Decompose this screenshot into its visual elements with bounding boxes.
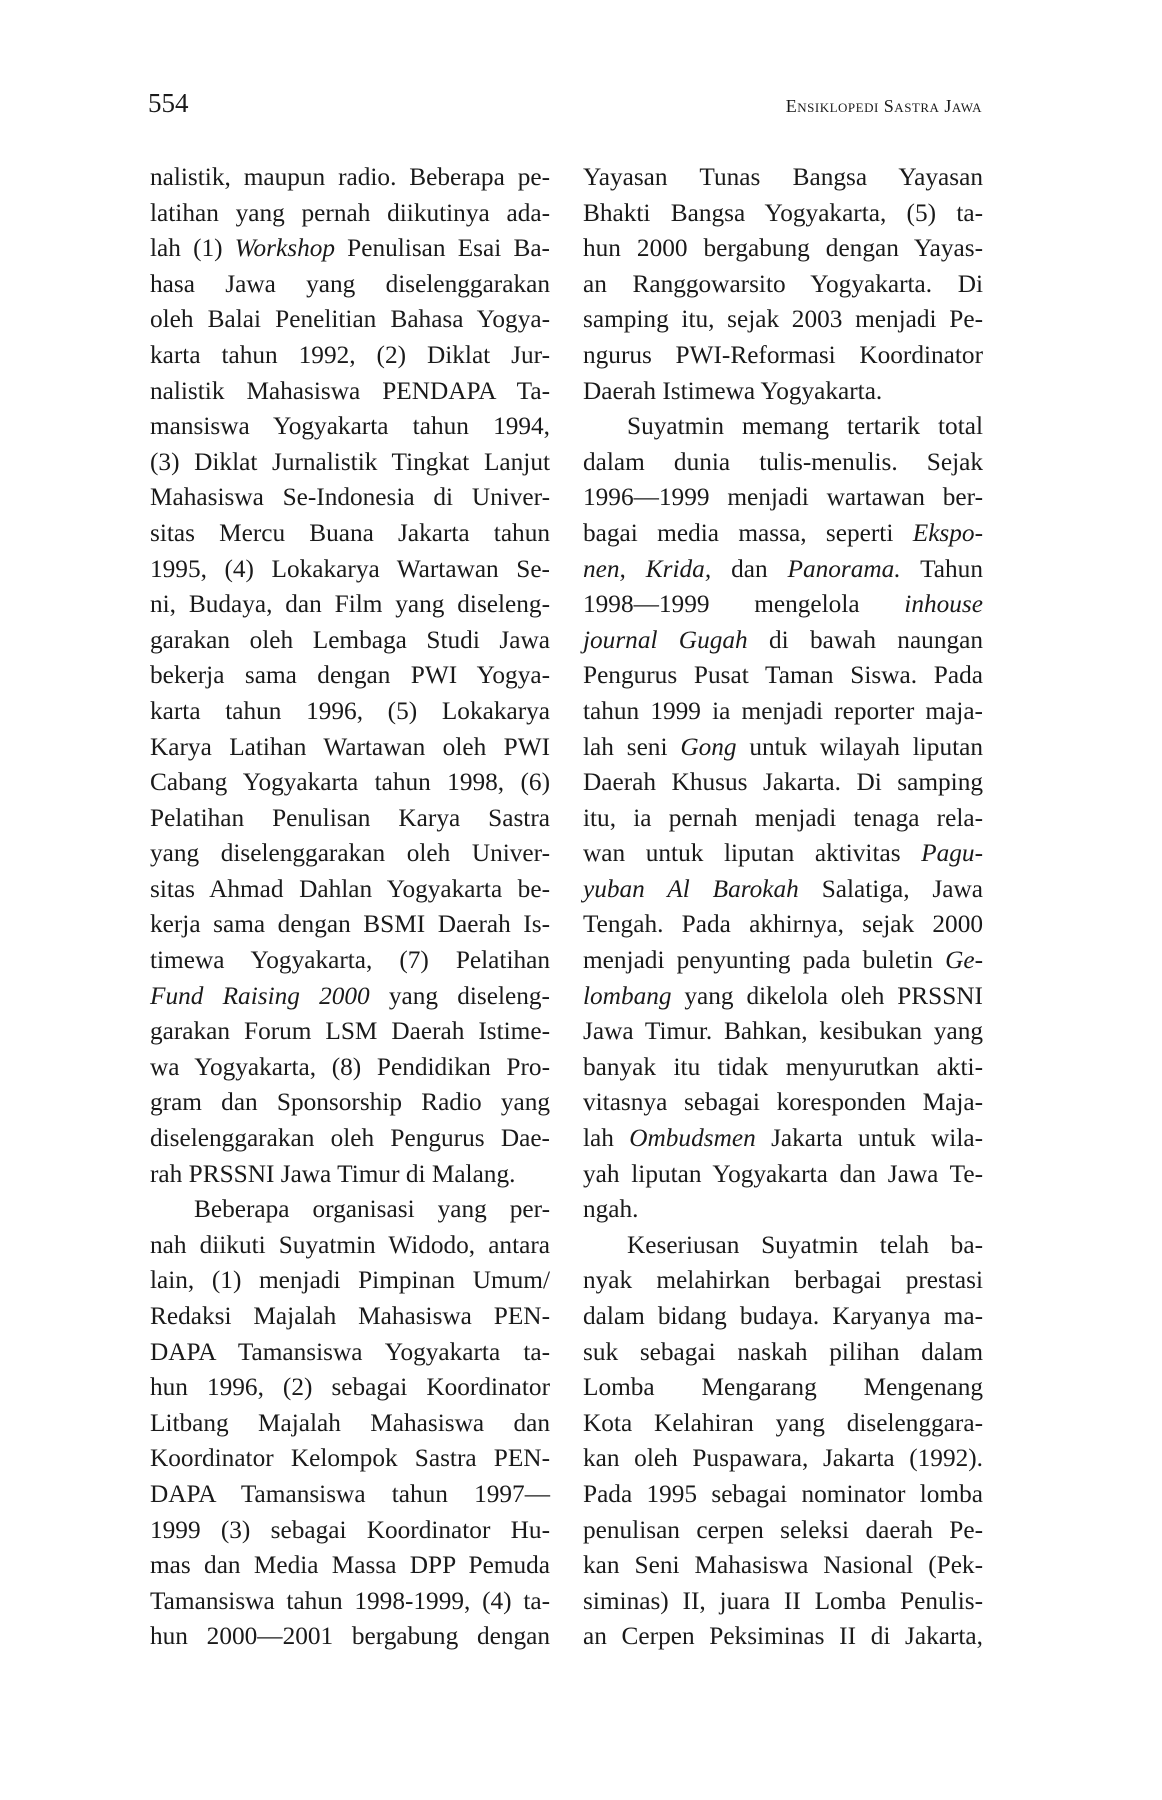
text-line bbox=[150, 409, 550, 445]
italic-text: journal Gugah bbox=[583, 625, 748, 654]
text-run: lain, (1) menjadi Pimpinan Umum/ bbox=[150, 1266, 550, 1295]
text-run: dalam dunia tulis-menulis. Sejak bbox=[583, 447, 983, 476]
italic-text: lombang bbox=[583, 981, 672, 1010]
text-run: bagai media massa, seperti bbox=[583, 518, 913, 547]
text-run: Pada 1995 sebagai nominator lomba bbox=[583, 1479, 983, 1508]
text-line bbox=[583, 1192, 983, 1228]
text-line bbox=[150, 658, 550, 694]
text-run: Suyatmin memang tertarik total bbox=[627, 412, 983, 441]
text-line bbox=[583, 1121, 983, 1157]
text-run: Tahun bbox=[900, 554, 983, 583]
text-line bbox=[583, 1263, 983, 1299]
text-line bbox=[583, 979, 983, 1015]
italic-text: Fund Raising 2000 bbox=[150, 981, 370, 1010]
text-line bbox=[150, 1014, 550, 1050]
text-line bbox=[150, 1619, 550, 1655]
text-line bbox=[150, 1406, 550, 1442]
text-line bbox=[583, 1406, 983, 1442]
text-run: Daerah Istimewa Yogyakarta. bbox=[583, 376, 883, 405]
text-run: Beberapa organisasi yang per- bbox=[194, 1195, 550, 1224]
text-run: suk sebagai naskah pilihan dalam bbox=[583, 1337, 983, 1366]
text-line bbox=[583, 694, 983, 730]
text-run: hun 2000 bergabung dengan Yayas- bbox=[583, 234, 983, 263]
text-line bbox=[583, 1584, 983, 1620]
text-line bbox=[583, 409, 983, 445]
text-run: vitasnya sebagai koresponden Maja- bbox=[583, 1088, 983, 1117]
text-line bbox=[150, 907, 550, 943]
italic-text: Panorama. bbox=[787, 554, 901, 583]
text-line bbox=[583, 730, 983, 766]
text-line bbox=[583, 196, 983, 232]
text-line bbox=[583, 374, 983, 410]
text-line bbox=[150, 730, 550, 766]
text-run: kan Seni Mahasiswa Nasional (Pek- bbox=[583, 1551, 983, 1580]
text-run: dan bbox=[711, 554, 788, 583]
text-line bbox=[150, 801, 550, 837]
text-line bbox=[150, 160, 550, 196]
text-run: Lomba Mengarang Mengenang bbox=[583, 1373, 983, 1402]
text-run: Jakarta untuk wila- bbox=[755, 1124, 983, 1153]
text-line bbox=[583, 1157, 983, 1193]
text-line bbox=[150, 267, 550, 303]
text-line bbox=[583, 872, 983, 908]
text-run: gram dan Sponsorship Radio yang bbox=[150, 1088, 550, 1117]
text-line bbox=[583, 1370, 983, 1406]
italic-text: Gong bbox=[680, 732, 737, 761]
text-line bbox=[583, 836, 983, 872]
italic-text: Workshop bbox=[234, 234, 336, 263]
text-line bbox=[150, 196, 550, 232]
text-line bbox=[150, 1157, 550, 1193]
text-run: karta tahun 1996, (5) Lokakarya bbox=[150, 696, 550, 725]
text-line bbox=[150, 694, 550, 730]
text-run: Mahasiswa Se-Indonesia di Univer- bbox=[150, 483, 550, 512]
text-line bbox=[583, 1014, 983, 1050]
text-run: Salatiga, Jawa bbox=[798, 874, 983, 903]
text-run: timewa Yogyakarta, (7) Pelatihan bbox=[150, 946, 550, 975]
text-line bbox=[583, 623, 983, 659]
text-run: Litbang Majalah Mahasiswa dan bbox=[150, 1408, 550, 1437]
text-line bbox=[583, 1619, 983, 1655]
text-line bbox=[150, 302, 550, 338]
text-run: garakan Forum LSM Daerah Istime- bbox=[150, 1017, 550, 1046]
text-run: menjadi penyunting pada buletin bbox=[583, 946, 946, 975]
text-line bbox=[150, 943, 550, 979]
text-line bbox=[583, 907, 983, 943]
text-line bbox=[583, 338, 983, 374]
text-run: Pelatihan Penulisan Karya Sastra bbox=[150, 803, 550, 832]
italic-text: yuban Al Barokah bbox=[583, 874, 799, 903]
text-run: oleh Balai Penelitian Bahasa Yogya- bbox=[150, 305, 550, 334]
italic-text: Ombudsmen bbox=[629, 1124, 756, 1153]
text-run: Cabang Yogyakarta tahun 1998, (6) bbox=[150, 768, 550, 797]
text-run: wan untuk liputan aktivitas bbox=[583, 839, 922, 868]
text-line bbox=[583, 231, 983, 267]
text-run: karta tahun 1992, (2) Diklat Jur- bbox=[150, 340, 550, 369]
text-line bbox=[583, 1228, 983, 1264]
text-line bbox=[150, 1441, 550, 1477]
text-run: sitas Ahmad Dahlan Yogyakarta be- bbox=[150, 874, 550, 903]
italic-text: inhouse bbox=[904, 590, 983, 619]
text-line bbox=[150, 374, 550, 410]
text-line bbox=[150, 1228, 550, 1264]
text-line bbox=[583, 1085, 983, 1121]
text-line bbox=[150, 231, 550, 267]
text-line bbox=[150, 338, 550, 374]
text-run: Yayasan Tunas Bangsa Yayasan bbox=[583, 163, 983, 191]
text-run: lah (1) bbox=[150, 234, 235, 263]
text-run: mansiswa Yogyakarta tahun 1994, bbox=[150, 412, 550, 441]
text-run: Kota Kelahiran yang diselenggara- bbox=[583, 1408, 983, 1437]
text-line bbox=[583, 480, 983, 516]
text-run: (3) Diklat Jurnalistik Tingkat Lanjut bbox=[150, 447, 550, 476]
text-run: hun 2000—2001 bergabung dengan bbox=[150, 1622, 550, 1651]
italic-text: nen, Krida, bbox=[583, 554, 712, 583]
text-run: di bawah naungan bbox=[747, 625, 983, 654]
text-line bbox=[583, 658, 983, 694]
text-line bbox=[150, 836, 550, 872]
text-line bbox=[583, 302, 983, 338]
text-run: kan oleh Puspawara, Jakarta (1992). bbox=[583, 1444, 983, 1473]
text-run: yang dikelola oleh PRSSNI bbox=[671, 981, 983, 1010]
text-run: banyak itu tidak menyurutkan akti- bbox=[583, 1052, 983, 1081]
text-line bbox=[583, 1050, 983, 1086]
text-line bbox=[583, 267, 983, 303]
text-line bbox=[583, 1335, 983, 1371]
text-line bbox=[583, 160, 983, 196]
text-line bbox=[150, 1477, 550, 1513]
text-line bbox=[150, 1263, 550, 1299]
text-run: yang diseleng- bbox=[369, 981, 550, 1010]
text-run: rah PRSSNI Jawa Timur di Malang. bbox=[150, 1159, 516, 1188]
text-run: penulisan cerpen seleksi daerah Pe- bbox=[583, 1515, 983, 1544]
text-line bbox=[150, 1335, 550, 1371]
text-run: nalistik Mahasiswa PENDAPA Ta- bbox=[150, 376, 550, 405]
text-line bbox=[150, 1299, 550, 1335]
text-run: Tengah. Pada akhirnya, sejak 2000 bbox=[583, 910, 983, 939]
text-line bbox=[583, 516, 983, 552]
text-run: an Cerpen Peksiminas II di Jakarta, bbox=[583, 1622, 983, 1651]
text-line bbox=[150, 516, 550, 552]
text-line bbox=[583, 943, 983, 979]
text-run: hasa Jawa yang diselenggarakan bbox=[150, 269, 550, 298]
running-head-title: Ensiklopedi Sastra Jawa bbox=[785, 96, 982, 116]
italic-text: Ge- bbox=[945, 946, 983, 975]
text-run: DAPA Tamansiswa Yogyakarta ta- bbox=[150, 1337, 550, 1366]
text-run: Keseriusan Suyatmin telah ba- bbox=[627, 1230, 983, 1259]
text-line bbox=[583, 801, 983, 837]
text-run: nyak melahirkan berbagai prestasi bbox=[583, 1266, 983, 1295]
left-text-column bbox=[150, 160, 550, 1655]
right-text-column bbox=[583, 160, 983, 1655]
text-run: nah diikuti Suyatmin Widodo, antara bbox=[150, 1230, 550, 1259]
text-run: hun 1996, (2) sebagai Koordinator bbox=[150, 1373, 550, 1402]
text-run: dalam bidang budaya. Karyanya ma- bbox=[583, 1302, 983, 1330]
text-run: 1998—1999 mengelola bbox=[583, 590, 905, 619]
text-line bbox=[583, 1548, 983, 1584]
text-line bbox=[150, 445, 550, 481]
italic-text: Pagu- bbox=[921, 839, 983, 868]
text-run: kerja sama dengan BSMI Daerah Is- bbox=[150, 910, 550, 939]
text-line bbox=[150, 1370, 550, 1406]
text-line bbox=[150, 480, 550, 516]
text-run: yah liputan Yogyakarta dan Jawa Te- bbox=[583, 1159, 983, 1188]
text-run: Jawa Timur. Bahkan, kesibukan yang bbox=[583, 1017, 983, 1046]
text-run: Koordinator Kelompok Sastra PEN- bbox=[150, 1444, 550, 1473]
text-line bbox=[583, 1441, 983, 1477]
text-line bbox=[150, 1548, 550, 1584]
text-run: latihan yang pernah diikutinya ada- bbox=[150, 198, 550, 227]
text-line bbox=[150, 587, 550, 623]
text-run: Karya Latihan Wartawan oleh PWI bbox=[150, 732, 550, 761]
text-line bbox=[150, 872, 550, 908]
text-line bbox=[583, 1513, 983, 1549]
text-run: ngurus PWI-Reformasi Koordinator bbox=[583, 340, 983, 369]
text-line bbox=[150, 623, 550, 659]
text-run: diselenggarakan oleh Pengurus Dae- bbox=[150, 1124, 550, 1153]
text-run: an Ranggowarsito Yogyakarta. Di bbox=[583, 269, 983, 298]
text-run: wa Yogyakarta, (8) Pendidikan Pro- bbox=[150, 1052, 550, 1081]
text-run: itu, ia pernah menjadi tenaga rela- bbox=[583, 803, 983, 832]
text-run: lah bbox=[583, 1124, 630, 1153]
text-run: untuk wilayah liputan bbox=[736, 732, 983, 761]
text-line bbox=[583, 445, 983, 481]
text-run: Daerah Khusus Jakarta. Di samping bbox=[583, 768, 983, 797]
text-run: ni, Budaya, dan Film yang diseleng- bbox=[150, 590, 550, 619]
italic-text: Ekspo- bbox=[912, 518, 983, 547]
text-line bbox=[583, 765, 983, 801]
text-run: mas dan Media Massa DPP Pemuda bbox=[150, 1551, 550, 1580]
text-run: siminas) II, juara II Lomba Penulis- bbox=[583, 1586, 983, 1615]
text-run: nalistik, maupun radio. Beberapa pe- bbox=[150, 163, 550, 191]
text-run: Pengurus Pusat Taman Siswa. Pada bbox=[583, 661, 983, 690]
text-run: samping itu, sejak 2003 menjadi Pe- bbox=[583, 305, 983, 334]
text-run: 1995, (4) Lokakarya Wartawan Se- bbox=[150, 554, 550, 583]
text-run: lah seni bbox=[583, 732, 681, 761]
text-run: bekerja sama dengan PWI Yogya- bbox=[150, 661, 550, 690]
text-line bbox=[150, 1121, 550, 1157]
text-line bbox=[150, 1513, 550, 1549]
text-line bbox=[150, 765, 550, 801]
text-line bbox=[150, 1192, 550, 1228]
text-run: Redaksi Majalah Mahasiswa PEN- bbox=[150, 1302, 550, 1330]
text-line bbox=[150, 1584, 550, 1620]
text-run: yang diselenggarakan oleh Univer- bbox=[150, 839, 550, 868]
text-line bbox=[150, 1050, 550, 1086]
text-line bbox=[150, 979, 550, 1015]
text-run: Tamansiswa tahun 1998-1999, (4) ta- bbox=[150, 1586, 550, 1615]
text-run: ngah. bbox=[583, 1195, 639, 1224]
page-number: 554 bbox=[148, 88, 189, 118]
text-run: 1999 (3) sebagai Koordinator Hu- bbox=[150, 1515, 550, 1544]
text-run: Bhakti Bangsa Yogyakarta, (5) ta- bbox=[583, 198, 983, 227]
text-run: sitas Mercu Buana Jakarta tahun bbox=[150, 518, 550, 547]
text-line bbox=[150, 552, 550, 588]
text-line bbox=[583, 1299, 983, 1335]
text-run: 1996—1999 menjadi wartawan ber- bbox=[583, 483, 983, 512]
text-line bbox=[583, 1477, 983, 1513]
text-run: garakan oleh Lembaga Studi Jawa bbox=[150, 625, 550, 654]
text-run: tahun 1999 ia menjadi reporter maja- bbox=[583, 696, 983, 725]
text-line bbox=[583, 587, 983, 623]
text-line bbox=[583, 552, 983, 588]
text-run: DAPA Tamansiswa tahun 1997— bbox=[150, 1479, 550, 1508]
text-line bbox=[150, 1085, 550, 1121]
text-run: Penulisan Esai Ba- bbox=[335, 234, 550, 263]
